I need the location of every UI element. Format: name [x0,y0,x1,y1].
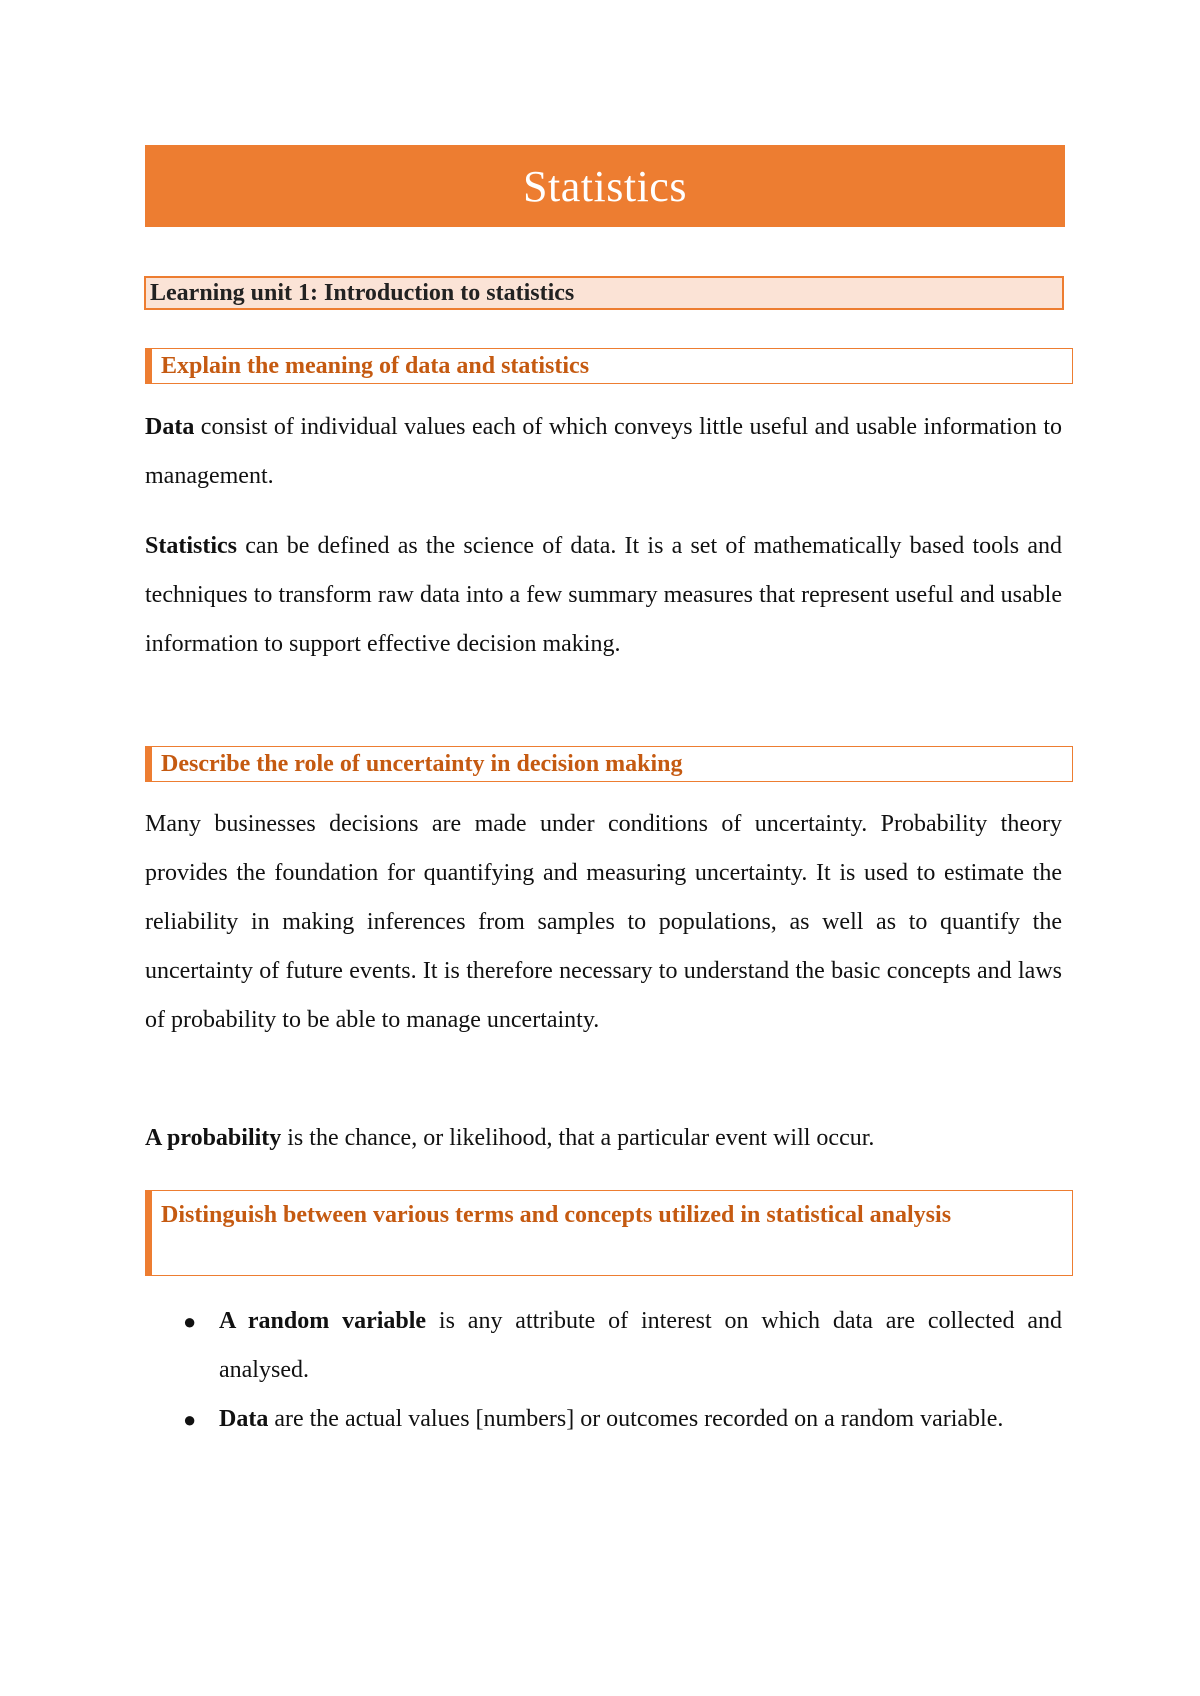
term-data: Data [145,414,195,440]
learning-unit-heading: Learning unit 1: Introduction to statistics [144,276,1064,310]
paragraph-data-definition: Data consist of individual values each of which conveys little useful and usable information to management. [145,414,1062,489]
bullet-icon: ● [183,1407,197,1432]
list-item: ● Data are the actual values [numbers] or outcomes recorded on a random variable. [145,1395,1062,1444]
section-heading-terms-concepts: Distinguish between various terms and concepts utilized in statistical analysis [145,1190,1073,1276]
document-title: Statistics [523,161,687,211]
paragraph-probability-definition: A probability is the chance, or likelihood, that a particular event will occur. [145,1125,875,1151]
paragraph-uncertainty: Many businesses decisions are made under conditions of uncertainty. Probability theory provides the foundation for quantifying and measuring uncertainty. It is used to estimate the reliability in making inferences from samples to populations, as well as to quantify the uncertainty of future events. It is therefore necessary to understand the basic concepts and laws of probability to be able to manage uncertainty. [145,811,1062,1033]
title-banner [145,145,1065,227]
section-heading-uncertainty: Describe the role of uncertainty in decision making [145,746,1073,782]
section-heading-data-statistics: Explain the meaning of data and statistics [145,348,1073,384]
list-item: ● A random variable is any attribute of interest on which data are collected and analysed. [145,1297,1062,1395]
term-probability: A probability [145,1125,282,1151]
terms-bullet-list [145,1297,1062,1444]
term-statistics: Statistics [145,533,237,559]
term-data-values: Data [219,1406,269,1432]
paragraph-statistics-definition: Statistics can be defined as the science of data. It is a set of mathematically based tools and techniques to transform raw data into a few summary measures that represent useful and usable information to support effective decision making. [145,533,1062,657]
bullet-icon: ● [183,1309,197,1334]
term-random-variable: A random variable [219,1308,427,1334]
